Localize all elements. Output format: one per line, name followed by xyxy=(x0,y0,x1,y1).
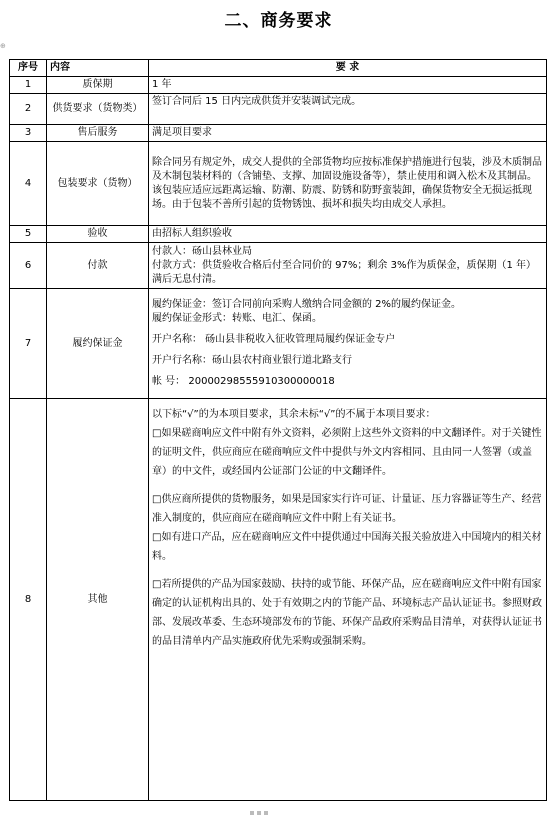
page-title: 二、商务要求 xyxy=(224,11,333,31)
row-content: 付款 xyxy=(47,243,149,289)
table-row xyxy=(10,289,547,399)
row-requirement: 除合同另有规定外，成交人提供的全部货物均应按标准保护措施进行包装，涉及木质制品及木制包装材料的（含铺垫、支撑、加固设施设备等），禁止使用和调入松木及其制品。该包装应适应远距离运输、防潮、防震、防锈和防野蛮装卸，确保货物安全无损运抵现场。由于包装不善所引起的货物锈蚀、损坏和损失均由成交人承担。 xyxy=(149,142,547,226)
row-no: 4 xyxy=(10,142,47,226)
requirements-table xyxy=(9,59,547,801)
row-no: 6 xyxy=(10,243,47,289)
row-no: 5 xyxy=(10,226,47,243)
row-no: 2 xyxy=(10,94,47,125)
table-row xyxy=(10,125,547,142)
bank-name-line: 开户行名称：砀山县农村商业银行道北路支行 xyxy=(152,355,352,366)
bond-amount-line: 履约保证金：签订合同前向采购人缴纳合同金额的 2%的履约保证金。 xyxy=(152,299,462,310)
row-requirement xyxy=(149,243,547,289)
table-row xyxy=(10,243,547,289)
other-item-license: □供应商所提供的货物服务，如果是国家实行许可证、计量证、压力容器证等生产、经营准入制度的，供应商应在磋商响应文件中附上有关证书。 xyxy=(152,494,542,524)
row-no: 8 xyxy=(10,399,47,801)
table-row xyxy=(10,142,547,226)
row-requirement: 1 年 xyxy=(149,77,547,94)
row-no: 7 xyxy=(10,289,47,399)
table-row xyxy=(10,226,547,243)
other-item-energy-saving: □若所提供的产品为国家鼓励、扶持的或节能、环保产品，应在磋商响应文件中附有国家确定的认证机构出具的、处于有效期之内的节能产品、环境标志产品认证证书。参照财政部、发展改革委、生态环境部发布的节能、环保产品政府采购品目清单，对获得认证证书的品目清单内产品实施政府优先采购或强制采购。 xyxy=(152,579,542,647)
row-no: 1 xyxy=(10,77,47,94)
table-row xyxy=(10,94,547,125)
header-no: 序号 xyxy=(10,60,47,77)
other-item-import: □如有进口产品，应在磋商响应文件中提供通过中国海关报关验放进入中国境内的相关材料。 xyxy=(152,532,542,562)
row-content: 履约保证金 xyxy=(47,289,149,399)
row-content: 售后服务 xyxy=(47,125,149,142)
row-content: 供货要求（货物类） xyxy=(47,94,149,125)
row-content: 其他 xyxy=(47,399,149,801)
row-requirement: 由招标人组织验收 xyxy=(149,226,547,243)
row-content: 质保期 xyxy=(47,77,149,94)
header-content: 内容 xyxy=(47,60,149,77)
account-number-line: 帐 号： 20000298555910300000018 xyxy=(152,376,335,387)
other-intro: 以下标“√”的为本项目要求，其余未标“√”的不属于本项目要求： xyxy=(152,409,436,420)
page-end-marks xyxy=(250,800,290,804)
table-anchor-icon: ⊕ xyxy=(0,42,6,50)
table-row xyxy=(10,399,547,801)
row-content: 验收 xyxy=(47,226,149,243)
row-requirement: 满足项目要求 xyxy=(149,125,547,142)
row-requirement: 签订合同后 15 日内完成供货并安装调试完成。 xyxy=(149,94,547,125)
account-name-line: 开户名称： 砀山县非税收入征收管理局履约保证金专户 xyxy=(152,334,396,345)
payment-method-line: 付款方式：供货验收合格后付至合同价的 97%；剩余 3%作为质保金，质保期（1 年）满后无息付清。 xyxy=(152,259,536,285)
payer-line: 付款人：砀山县林业局 xyxy=(152,245,252,257)
other-item-translation: □如果磋商响应文件中附有外文资料，必须附上这些外文资料的中文翻译件。对于关键性的证明文件，供应商应在磋商响应文件中提供与外文内容相同、且由同一人签署（或盖章）的中文件，或经国内公证部门公证的中文翻译件。 xyxy=(152,428,542,477)
table-header-row xyxy=(10,60,547,77)
table-row xyxy=(10,77,547,94)
row-no: 3 xyxy=(10,125,47,142)
row-requirement xyxy=(149,289,547,399)
bond-form-line: 履约保证金形式：转账、电汇、保函。 xyxy=(152,313,322,324)
header-requirement: 要 求 xyxy=(149,60,547,77)
row-requirement xyxy=(149,399,547,801)
row-content: 包装要求（货物） xyxy=(47,142,149,226)
